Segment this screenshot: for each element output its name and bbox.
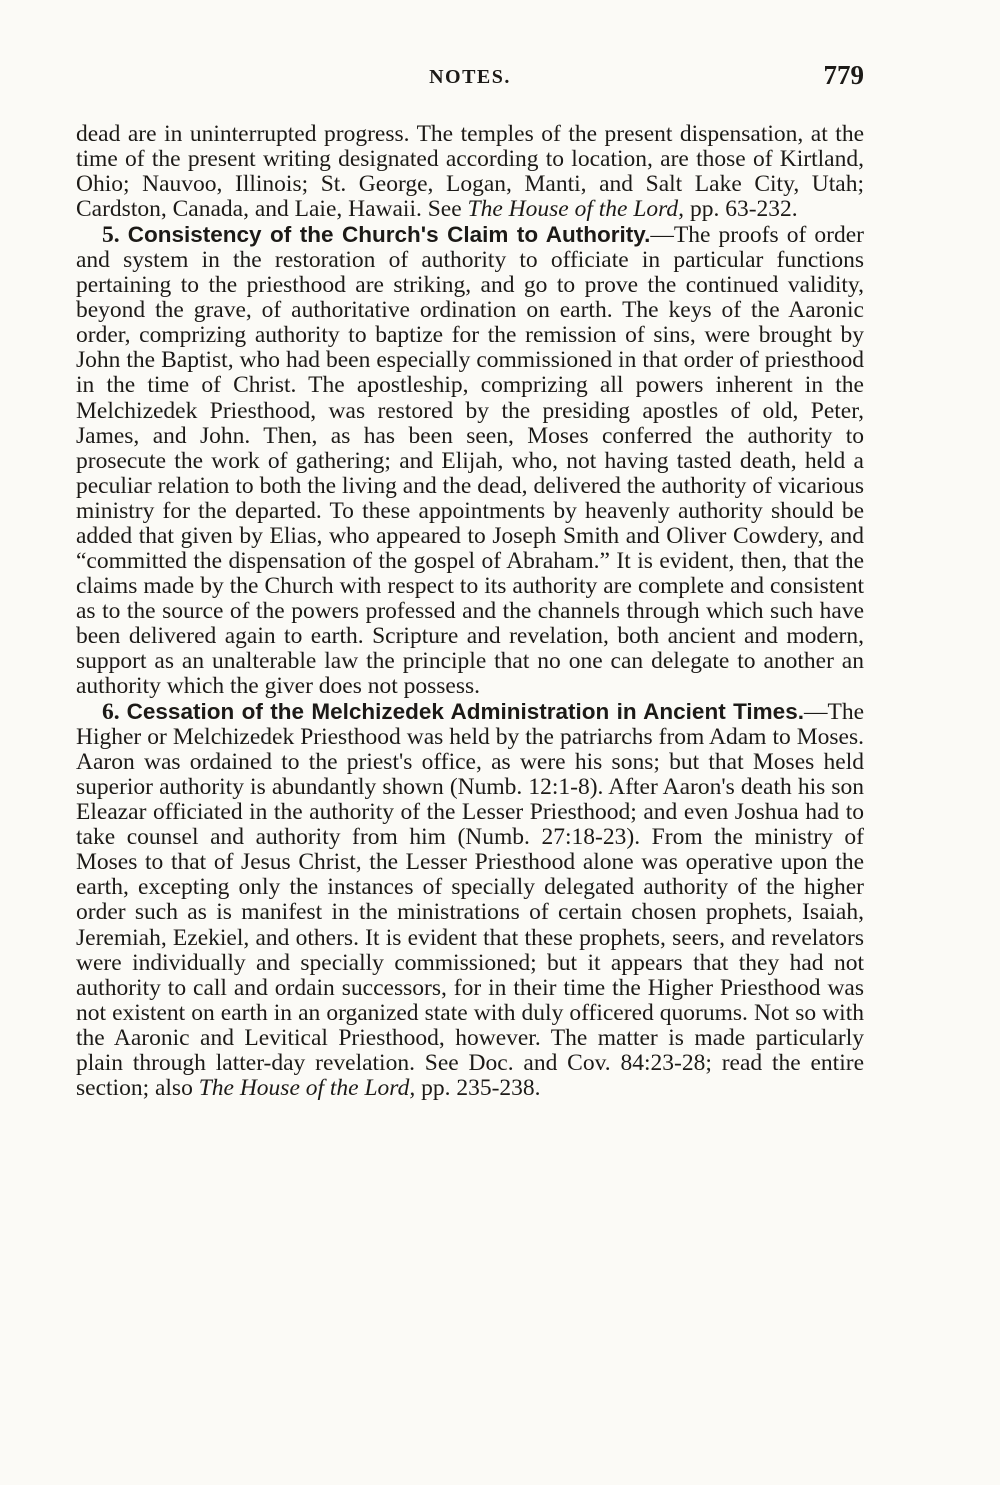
running-head	[76, 58, 864, 98]
citation-pages: pp. 235-238.	[415, 1074, 541, 1101]
citation-pages: pp. 63-232.	[684, 196, 798, 223]
note-6	[76, 699, 864, 1101]
running-head-title: NOTES.	[429, 66, 511, 88]
paragraph-continued	[76, 122, 864, 222]
note-number: 6.	[102, 699, 120, 726]
note-number: 5.	[102, 222, 120, 249]
note-5	[76, 222, 864, 699]
book-page	[76, 58, 864, 1101]
paragraph-text: —The Higher or Melchizedek Priesthood was held by the patriarchs from Adam to Moses. Aaron was ordained to the priest's office, as were his sons; but that Moses held superior authority is abundantly shown (Numb. 12:1-8). After Aaron's death his son Eleazar officiated in the authority of the Lesser Priesthood; and even Joshua had to take counsel and authority from him (Numb. 27:18-23). From the ministry of Moses to that of Jesus Christ, the Lesser Priesthood alone was operative upon the earth, excepting only the instances of specially delegated authority of the higher order such as is manifest in the ministrations of certain chosen prophets, Isaiah, Jeremiah, Ezekiel, and others. It is evident that these prophets, seers, and revelators were individually and specially commissioned; but it appears that they had not authority to call and ordain successors, for in their time the Higher Priesthood was not existent on earth in an organized state with duly officered quorums. Not so with the Aaronic and Levitical Priesthood, however. The matter is made particularly plain through latter-day revelation. See Doc. and Cov. 84:23-28; read the entire section; also	[76, 699, 865, 1101]
body-text	[76, 122, 864, 1101]
note-heading: Consistency of the Church's Claim to Authority.	[127, 222, 651, 248]
citation-title: The House of the Lord,	[198, 1074, 416, 1101]
note-heading: Cessation of the Melchizedek Administration in Ancient Times.	[126, 699, 804, 725]
paragraph-text: —The proofs of order and system in the restoration of authority to officiate in particular functions pertaining to the priesthood are striking, and go to prove the continued validity, beyond the grave, of authoritative ordination on earth. The keys of the Aaronic order, comprizing authority to baptize for the remission of sins, were brought by John the Baptist, who had been especially commissioned in that order of priesthood in the time of Christ. The apostleship, comprizing all powers inherent in the Melchizedek Priesthood, was restored by the presiding apostles of old, Peter, James, and John. Then, as has been seen, Moses conferred the authority to prosecute the work of gathering; and Elijah, who, not having tasted death, held a peculiar relation to both the living and the dead, delivered the authority of vicarious ministry for the departed. To these appointments by heavenly authority should be added that given by Elias, who appeared to Joseph Smith and Oliver Cowdery, and “committed the dispensation of the gospel of Abraham.” It is evident, then, that the claims made by the Church with respect to its authority are complete and consistent as to the source of the powers professed and the channels through which such have been delivered again to earth. Scripture and revelation, both ancient and modern, support as an unalterable law the principle that no one can delegate to another an authority which the giver does not possess.	[76, 222, 865, 700]
page-number: 779	[823, 60, 864, 90]
paragraph-text: dead are in uninterrupted progress. The temples of the present dispensation, at the time of the present writing designated according to location, are those of Kirtland, Ohio; Nauvoo, Illinois; St. George, Logan, Manti, and Salt Lake City, Utah; Cardston, Canada, and Laie, Hawaii. See	[76, 121, 864, 223]
citation-title: The House of the Lord,	[467, 196, 685, 223]
